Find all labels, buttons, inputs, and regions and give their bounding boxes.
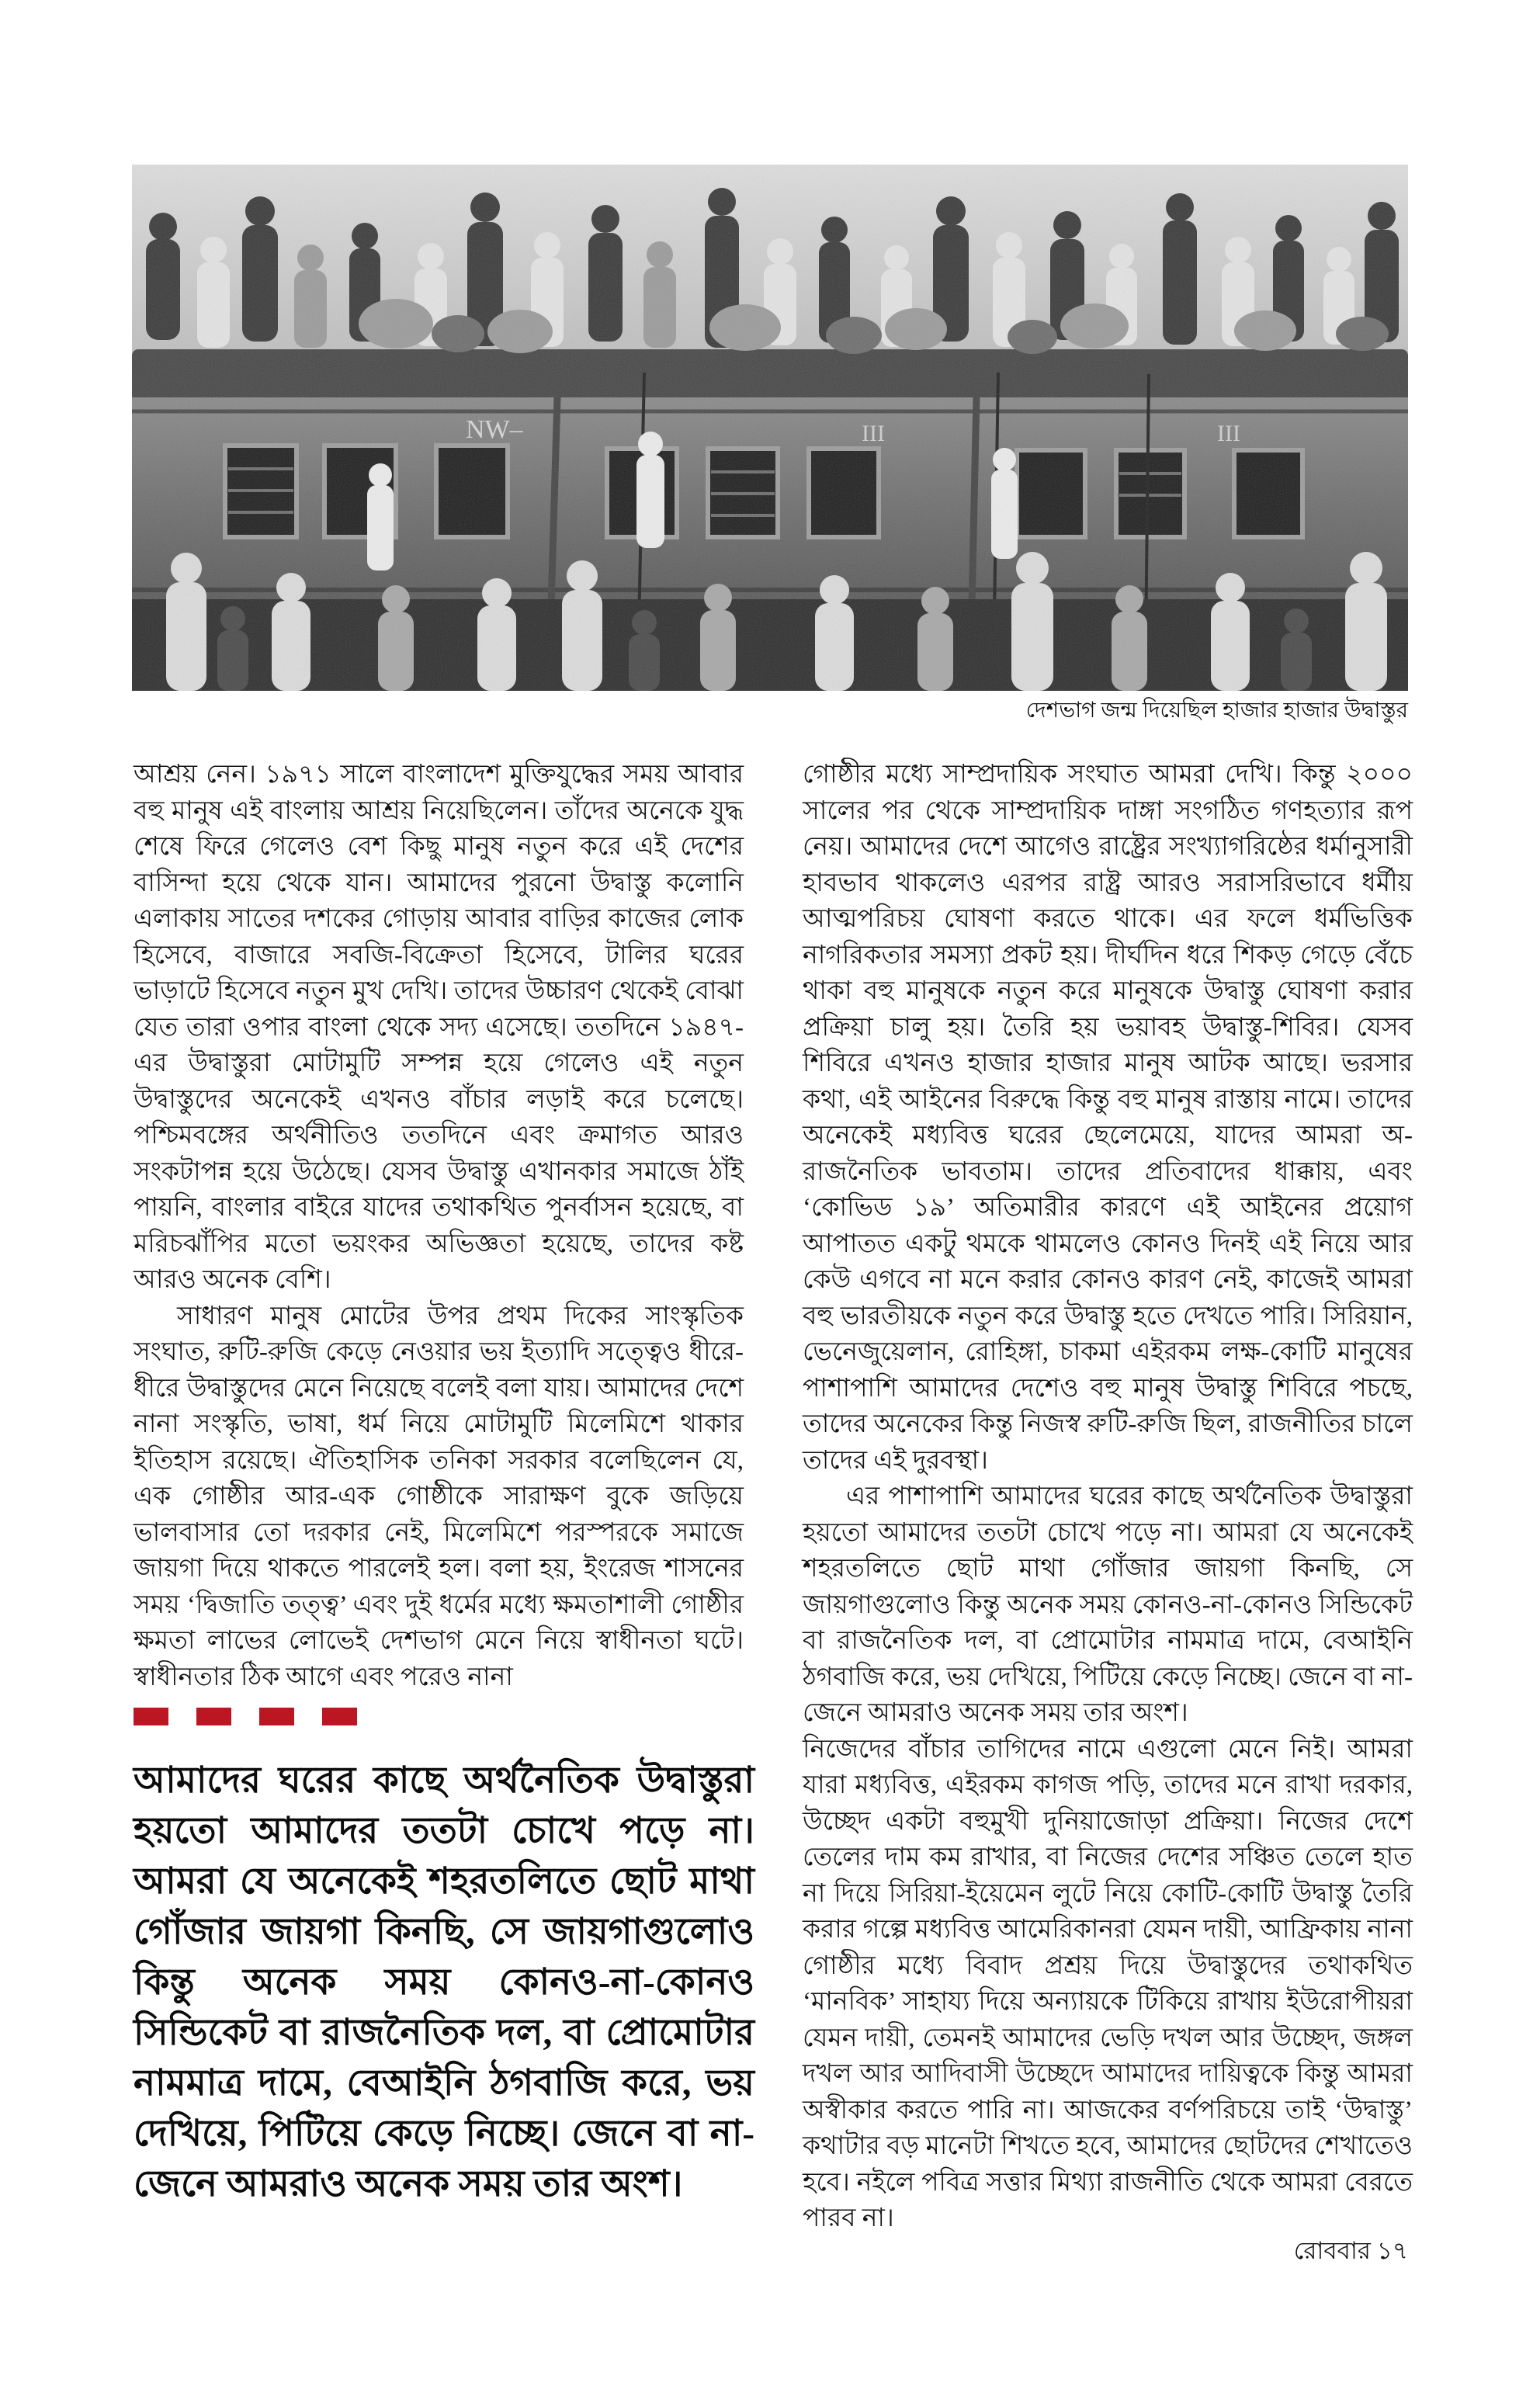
divider-dash	[134, 1708, 168, 1725]
page-number: রোববার ১৭	[1293, 2237, 1408, 2264]
right-paragraph-2: এর পাশাপাশি আমাদের ঘরের কাছে অর্থনৈতিক উদ্বাস্তুরা হয়তো আমাদের ততটা চোখে পড়ে না। আমরা যে অনেকেই শহরতলিতে ছোট মাথা গোঁজার জায়গা কিনছি, সে জায়গাগুলোও কিন্তু অনেক সময় কোনও-না-কোনও সিন্ডিকেট বা রাজনৈতিক দল, বা প্রোমোটার নামমাত্র দামে, বেআইনি ঠগবাজি করে, ভয় দেখিয়ে, পিটিয়ে কেড়ে নিচ্ছে। জেনে বা না-জেনে আমরাও অনেক সময় তার অংশ।	[803, 1483, 1413, 1727]
right-paragraph-3: নিজেদের বাঁচার তাগিদের নামে এগুলো মেনে নিই। আমরা যারা মধ্যবিত্ত, এইরকম কাগজ পড়ি, তাদের মনে রাখা দরকার, উচ্ছেদ একটা বহুমুখী দুনিয়াজোড়া প্রক্রিয়া। নিজের দেশে তেলের দাম কম রাখার, বা নিজের দেশের সঞ্চিত তেলে হাত না দিয়ে সিরিয়া-ইয়েমেন লুটে নিয়ে কোটি-কোটি উদ্বাস্তু তৈরি করার গল্পে মধ্যবিত্ত আমেরিকানরা যেমন দায়ী, আফ্রিকায় নানা গোষ্ঠীর মধ্যে বিবাদ প্রশ্রয় দিয়ে উদ্বাস্তুদের তথাকথিত ‘মানবিক’ সাহায্য দিয়ে অন্যায়কে টিকিয়ে রাখায় ইউরোপীয়রা যেমন দায়ী, তেমনই আমাদের ভেড়ি দখল আর উচ্ছেদ, জঙ্গল দখল আর আদিবাসী উচ্ছেদে আমাদের দায়িত্বকে কিন্তু আমরা অস্বীকার করতে পারি না। আজকের বর্ণপরিচয়ে তাই ‘উদ্বাস্তু’ কথাটার বড় মানেটা শিখতে হবে, আমাদের ছোটদের শেখাতেও হবে। নইলে পবিত্র সত্তার মিথ্যা রাজনীতি থেকে আমরা বেরতে পারব না।	[803, 1735, 1413, 2232]
article-column-left	[134, 757, 744, 1695]
photo-grain-overlay	[132, 165, 1408, 691]
photo-illustration	[132, 165, 1408, 691]
left-paragraph-1: আশ্রয় নেন। ১৯৭১ সালে বাংলাদেশ মুক্তিযুদ্ধের সময় আবার বহু মানুষ এই বাংলায় আশ্রয় নিয়েছিলেন। তাঁদের অনেকে যুদ্ধ শেষে ফিরে গেলেও বেশ কিছু মানুষ নতুন করে এই দেশের বাসিন্দা হয়ে থেকে যান। আমাদের পুরনো উদ্বাস্তু কলোনি এলাকায় সাতের দশকের গোড়ায় আবার বাড়ির কাজের লোক হিসেবে, বাজারে সবজি-বিক্রেতা হিসেবে, টালির ঘরের ভাড়াটে হিসেবে নতুন মুখ দেখি। তাদের উচ্চারণ থেকেই বোঝা যেত তারা ওপার বাংলা থেকে সদ্য এসেছে। ততদিনে ১৯৪৭-এর উদ্বাস্তুরা মোটামুটি সম্পন্ন হয়ে গেলেও এই নতুন উদ্বাস্তুদের অনেকেই এখনও বাঁচার লড়াই করে চলেছে। পশ্চিমবঙ্গের অর্থনীতিও ততদিনে এবং ক্রমাগত আরও সংকটাপন্ন হয়ে উঠেছে। যেসব উদ্বাস্তু এখানকার সমাজে ঠাঁই পায়নি, বাংলার বাইরে যাদের তথাকথিত পুনর্বাসন হয়েছে, বা মরিচঝাঁপির মতো ভয়ংকর অভিজ্ঞতা হয়েছে, তাদের কষ্ট আরও অনেক বেশি।	[134, 761, 744, 1294]
partition-train-photo	[132, 165, 1408, 691]
train-marking-mid: III	[862, 421, 885, 446]
section-divider-dashes	[134, 1708, 357, 1725]
train-marking-right: III	[1217, 421, 1240, 446]
divider-dash	[322, 1708, 357, 1725]
article-column-right	[803, 757, 1413, 2237]
train-marking-left: NW–	[466, 415, 523, 444]
left-paragraph-2: সাধারণ মানুষ মোটের উপর প্রথম দিকের সাংস্কৃতিক সংঘাত, রুটি-রুজি কেড়ে নেওয়ার ভয় ইত্যাদি সত্ত্বেও ধীরে-ধীরে উদ্বাস্তুদের মেনে নিয়েছে বলেই বলা যায়। আমাদের দেশে নানা সংস্কৃতি, ভাষা, ধর্ম নিয়ে মোটামুটি মিলেমিশে থাকার ইতিহাস রয়েছে। ঐতিহাসিক তনিকা সরকার বলেছিলেন যে, এক গোষ্ঠীর আর-এক গোষ্ঠীকে সারাক্ষণ বুকে জড়িয়ে ভালবাসার তো দরকার নেই, মিলেমিশে পরস্পরকে সমাজে জায়গা দিয়ে থাকতে পারলেই হল। বলা হয়, ইংরেজ শাসনের সময় ‘দ্বিজাতি তত্ত্ব’ এবং দুই ধর্মের মধ্যে ক্ষমতাশালী গোষ্ঠীর ক্ষমতা লাভের লোভেই দেশভাগ মেনে নিয়ে স্বাধীনতা ঘটে। স্বাধীনতার ঠিক আগে এবং পরেও নানা	[134, 1302, 744, 1691]
divider-dash	[259, 1708, 294, 1725]
photo-caption: দেশভাগ জন্ম দিয়েছিল হাজার হাজার উদ্বাস্তুর	[1025, 699, 1408, 723]
divider-dash	[196, 1708, 231, 1725]
right-paragraph-1: গোষ্ঠীর মধ্যে সাম্প্রদায়িক সংঘাত আমরা দেখি। কিন্তু ২০০০ সালের পর থেকে সাম্প্রদায়িক দাঙ্গা সংগঠিত গণহত্যার রূপ নেয়। আমাদের দেশে আগেও রাষ্ট্রের সংখ্যাগরিষ্ঠের ধর্মানুসারী হাবভাব থাকলেও এরপর রাষ্ট্র আরও সরাসরিভাবে ধর্মীয় আত্মপরিচয় ঘোষণা করতে থাকে। এর ফলে ধর্মভিত্তিক নাগরিকতার সমস্যা প্রকট হয়। দীর্ঘদিন ধরে শিকড় গেড়ে বেঁচে থাকা বহু মানুষকে নতুন করে মানুষকে উদ্বাস্তু ঘোষণা করার প্রক্রিয়া চালু হয়। তৈরি হয় ভয়াবহ উদ্বাস্তু-শিবির। যেসব শিবিরে এখনও হাজার হাজার মানুষ আটক আছে। ভরসার কথা, এই আইনের বিরুদ্ধে কিন্তু বহু মানুষ রাস্তায় নামে। তাদের অনেকেই মধ্যবিত্ত ঘরের ছেলেমেয়ে, যাদের আমরা অ-রাজনৈতিক ভাবতাম। তাদের প্রতিবাদের ধাক্কায়, এবং ‘কোভিড ১৯’ অতিমারীর কারণে এই আইনের প্রয়োগ আপাতত একটু থমকে থামলেও কোনও দিনই এই নিয়ে আর কেউ এগবে না মনে করার কোনও কারণ নেই, কাজেই আমরা বহু ভারতীয়কে নতুন করে উদ্বাস্তু হতে দেখতে পারি। সিরিয়ান, ভেনেজুয়েলান, রোহিঙ্গা, চাকমা এইরকম লক্ষ-কোটি মানুষের পাশাপাশি আমাদের দেশেও বহু মানুষ উদ্বাস্তু শিবিরে পচছে, তাদের অনেকের কিন্তু নিজস্ব রুটি-রুজি ছিল, রাজনীতির চালে তাদের এই দুরবস্থা।	[803, 761, 1413, 1475]
pull-quote: আমাদের ঘরের কাছে অর্থনৈতিক উদ্বাস্তুরা হয়তো আমাদের ততটা চোখে পড়ে না। আমরা যে অনেকেই শহরতলিতে ছোট মাথা গোঁজার জায়গা কিনছি, সে জায়গাগুলোও কিন্তু অনেক সময় কোনও-না-কোনও সিন্ডিকেট বা রাজনৈতিক দল, বা প্রোমোটার নামমাত্র দামে, বেআইনি ঠগবাজি করে, ভয় দেখিয়ে, পিটিয়ে কেড়ে নিচ্ছে। জেনে বা না-জেনে আমরাও অনেক সময় তার অংশ।	[134, 1760, 754, 2204]
